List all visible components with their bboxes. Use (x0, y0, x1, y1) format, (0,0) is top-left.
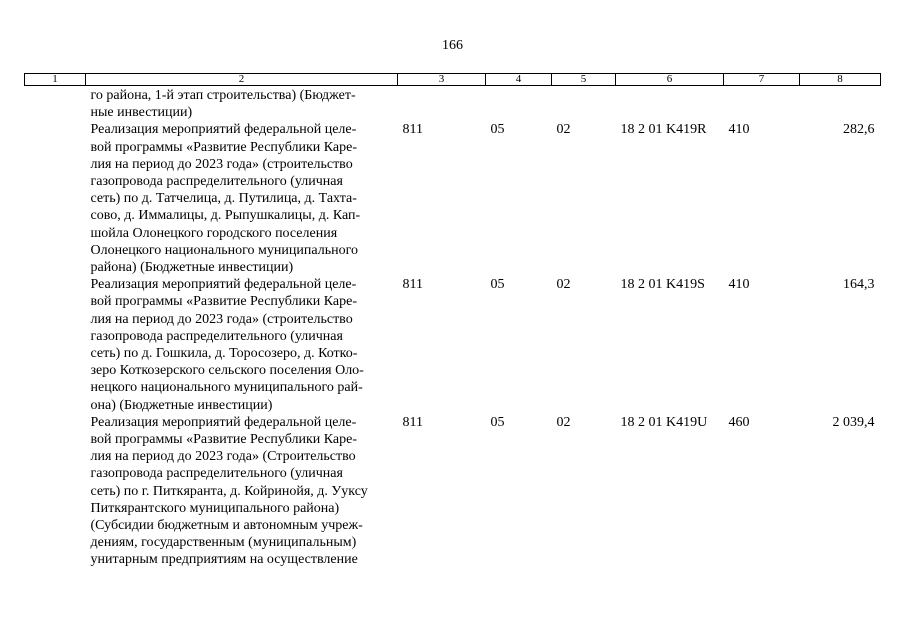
column-number-header (25, 74, 881, 86)
column-number-1: 1 (25, 74, 86, 86)
row-section-code: 05 (490, 122, 505, 138)
row-target-article: 18 2 01 K419S (620, 277, 705, 293)
row-description: Реализация мероприятий федеральной целе- вой программы «Развитие Республики Каре- лия на период до 2023 года» (строительство газопровода распределительного (уличная сеть) по д. Гошкила, д. Торосозеро, д. Котко- зеро Коткозерского сельского поселения Оло- нецкого национального муниципального рай- она) (Бюджетные инвестиции) (90, 277, 364, 413)
row-amount: 164,3 (843, 277, 875, 293)
row-expense-type: 460 (728, 414, 750, 430)
column-number-2: 2 (86, 74, 398, 86)
column-number-7: 7 (724, 74, 800, 86)
column-number-8: 8 (800, 74, 881, 86)
row-subsection-code: 02 (556, 277, 571, 293)
row-subsection-code: 02 (556, 122, 571, 138)
row-amount: 2 039,4 (832, 414, 875, 430)
row-expense-type: 410 (728, 122, 750, 138)
row-description: го района, 1-й этап строительства) (Бюджет- ные инвестиции) (90, 88, 356, 121)
row-target-article: 18 2 01 K419U (620, 414, 708, 430)
column-number-5: 5 (552, 74, 616, 86)
row-description: Реализация мероприятий федеральной целе- вой программы «Развитие Республики Каре- лия на период до 2023 года» (Строительство газопровода распределительного (уличная сеть) по г. Питкяранта, д. Койринойя, д. Ууксу Питкярантского муниципального района) (Субсидии бюджетным и автономным учреж- дениям, государственным (муниципальным) унитарным предприятиям на осуществление (90, 414, 368, 568)
table-row (25, 414, 881, 569)
row-subsection-code: 02 (556, 414, 571, 430)
column-number-6: 6 (616, 74, 724, 86)
column-number-3: 3 (398, 74, 486, 86)
row-ministry-code: 811 (402, 414, 423, 430)
table-row (25, 276, 881, 414)
row-ministry-code: 811 (402, 122, 423, 138)
page-number: 166 (442, 38, 463, 53)
row-section-code: 05 (490, 277, 505, 293)
table-row-continuation (25, 86, 881, 122)
row-amount: 282,6 (843, 122, 875, 138)
budget-table (24, 73, 881, 569)
row-description: Реализация мероприятий федеральной целе- вой программы «Развитие Республики Каре- лия на период до 2023 года» (строительство газопровода распределительного (уличная сеть) по д. Татчелица, д. Путилица, д. Тахта- сово, д. Иммалицы, д. Рыпушкалицы, д. Кап- шойла Олонецкого городского поселения Олонецкого национального муниципального района) (Бюджетные инвестиции) (90, 122, 361, 276)
row-section-code: 05 (490, 414, 505, 430)
row-expense-type: 410 (728, 277, 750, 293)
table-row (25, 121, 881, 276)
column-number-4: 4 (486, 74, 552, 86)
row-ministry-code: 811 (402, 277, 423, 293)
row-target-article: 18 2 01 K419R (620, 122, 707, 138)
